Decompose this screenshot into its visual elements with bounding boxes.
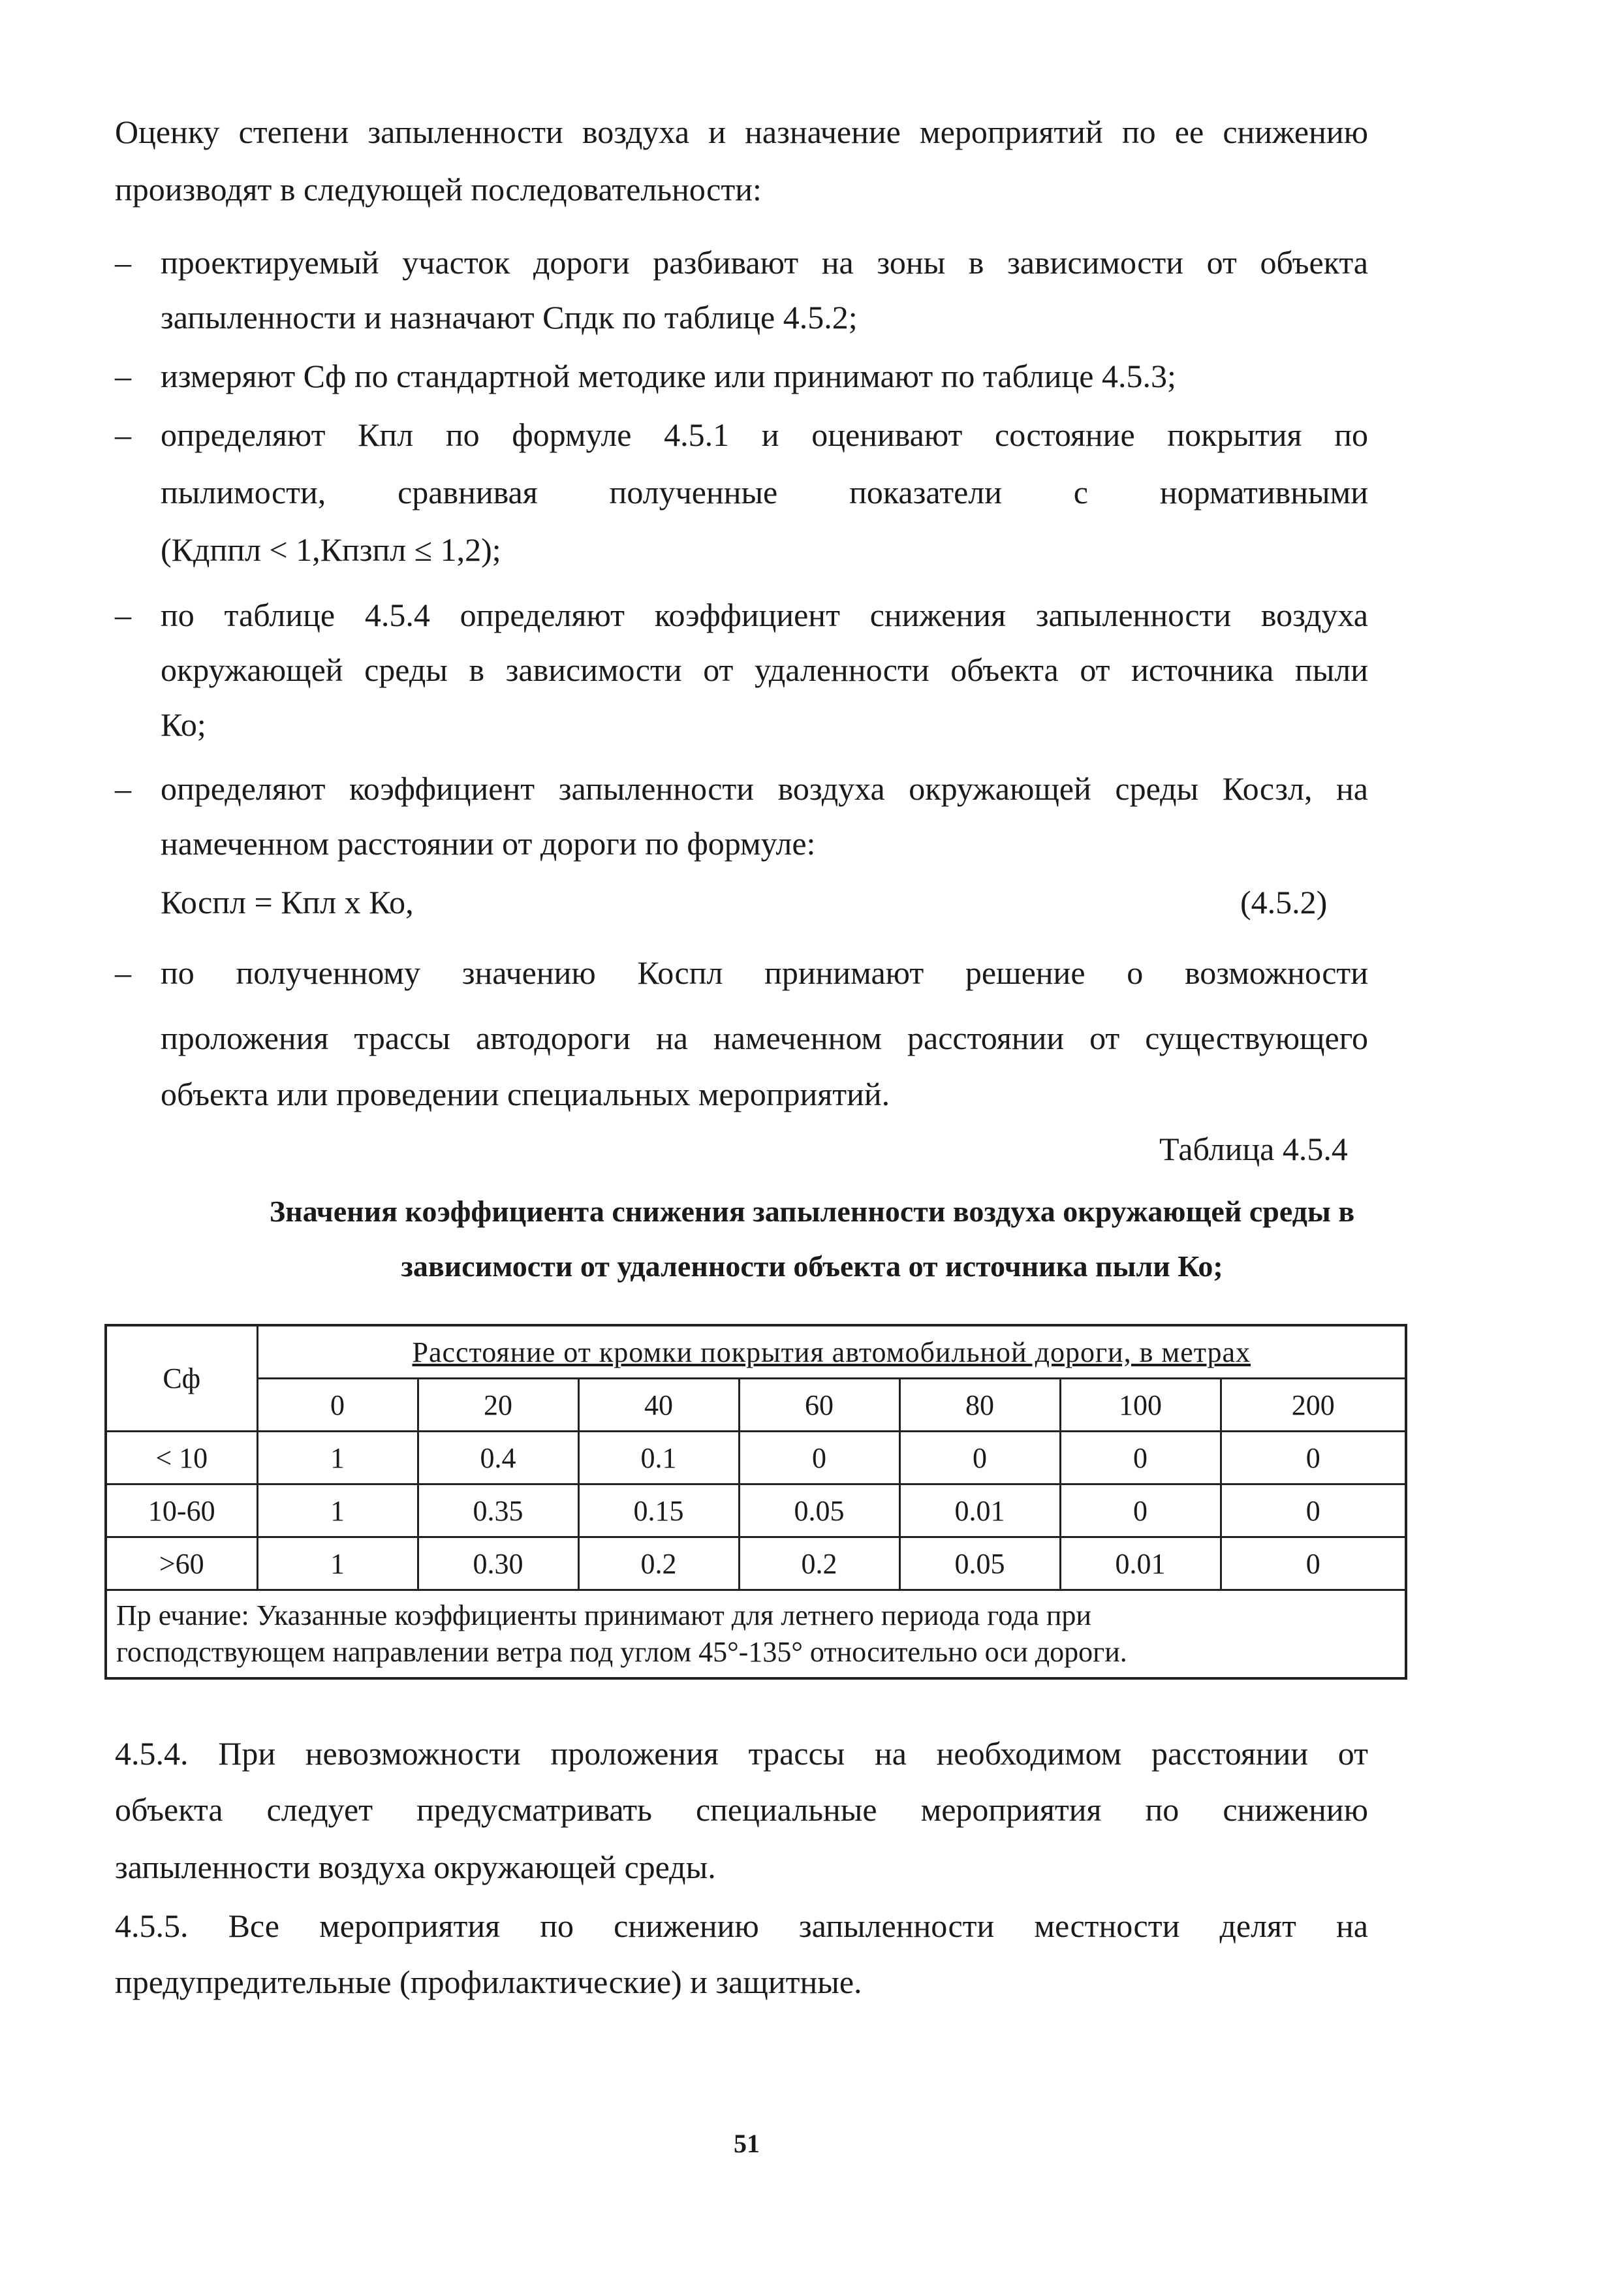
- table-distance-row: [106, 1379, 1406, 1432]
- value-cell: 0.30: [418, 1537, 578, 1590]
- bullet-1-line-1: проектируемый участок дороги разбивают на зоны в зависимости от объекта: [161, 244, 1368, 281]
- bullet-4-line-2: окружающей среды в зависимости от удаленности объекта от источника пыли: [161, 651, 1368, 688]
- bullet-dash: –: [115, 954, 131, 991]
- table-caption-line-2: зависимости от удаленности объекта от источника пыли Ко;: [401, 1249, 1223, 1283]
- intro-line-1: Оценку степени запыленности воздуха и назначение мероприятий по ее снижению: [115, 114, 1368, 150]
- formula: Коспл = Кпл х Ко,: [161, 884, 414, 920]
- value-cell: 0.01: [1060, 1537, 1221, 1590]
- value-cell: 0: [899, 1432, 1060, 1484]
- row-label: 10-60: [106, 1484, 257, 1537]
- coefficient-table: [104, 1324, 1407, 1680]
- value-cell: 0: [739, 1432, 899, 1484]
- value-cell: 1: [257, 1537, 418, 1590]
- table-header-row: [106, 1325, 1406, 1379]
- value-cell: 0: [1221, 1537, 1406, 1590]
- para-455-line-2: предупредительные (профилактические) и защитные.: [115, 1964, 862, 2000]
- bullet-2-line-1: измеряют Сф по стандартной методике или принимают по таблице 4.5.3;: [161, 358, 1176, 394]
- bullet-5-line-2: намеченном расстоянии от дороги по формуле:: [161, 825, 816, 862]
- value-cell: 1: [257, 1484, 418, 1537]
- table-note: [106, 1590, 1406, 1679]
- page-number: 51: [734, 2129, 760, 2158]
- value-cell: 0.2: [578, 1537, 739, 1590]
- row-label: >60: [106, 1537, 257, 1590]
- intro-line-2: производят в следующей последовательности:: [115, 171, 762, 208]
- bullet-dash: –: [115, 358, 131, 394]
- table-row: [106, 1432, 1406, 1484]
- bullet-4-line-3: Ко;: [161, 706, 206, 743]
- value-cell: 0.4: [418, 1432, 578, 1484]
- value-cell: 0.01: [899, 1484, 1060, 1537]
- bullet-3-line-2: пылимости, сравнивая полученные показатели с нормативными: [161, 474, 1368, 510]
- bullet-dash: –: [115, 597, 131, 633]
- table-note-line-2: господствующем направлении ветра под углом 45°-135° относительно оси дороги.: [116, 1636, 1127, 1668]
- value-cell: 0.05: [899, 1537, 1060, 1590]
- distance-cell: 0: [257, 1379, 418, 1432]
- para-454-line-1: 4.5.4. При невозможности проложения трассы на необходимом расстоянии от: [115, 1735, 1368, 1772]
- distance-cell: 100: [1060, 1379, 1221, 1432]
- bullet-3-line-1: определяют Кпл по формуле 4.5.1 и оценивают состояние покрытия по: [161, 416, 1368, 453]
- bullet-6-line-2: проложения трассы автодороги на намеченном расстоянии от существующего: [161, 1020, 1368, 1056]
- value-cell: 0.35: [418, 1484, 578, 1537]
- value-cell: 0: [1060, 1484, 1221, 1537]
- value-cell: 1: [257, 1432, 418, 1484]
- bullet-dash: –: [115, 416, 131, 453]
- table-row: [106, 1484, 1406, 1537]
- value-cell: 0.15: [578, 1484, 739, 1537]
- value-cell: 0: [1060, 1432, 1221, 1484]
- table-note-line-1: Пр ечание: Указанные коэффициенты принимают для летнего периода года при: [116, 1599, 1091, 1631]
- row-label: < 10: [106, 1432, 257, 1484]
- distance-cell: 80: [899, 1379, 1060, 1432]
- value-cell: 0.05: [739, 1484, 899, 1537]
- distance-cell: 40: [578, 1379, 739, 1432]
- distance-cell: 60: [739, 1379, 899, 1432]
- value-cell: 0.1: [578, 1432, 739, 1484]
- bullet-3-line-3: (Кдппл < 1,Кпзпл ≤ 1,2);: [161, 531, 501, 568]
- distance-cell: 20: [418, 1379, 578, 1432]
- bullet-4-line-1: по таблице 4.5.4 определяют коэффициент снижения запыленности воздуха: [161, 597, 1368, 633]
- para-455-line-1: 4.5.5. Все мероприятия по снижению запыленности местности делят на: [115, 1907, 1368, 1944]
- para-454-line-3: запыленности воздуха окружающей среды.: [115, 1849, 716, 1885]
- value-cell: 0.2: [739, 1537, 899, 1590]
- table-row: [106, 1537, 1406, 1590]
- header-distance: Расстояние от кромки покрытия автомобильной дороги, в метрах: [257, 1325, 1406, 1379]
- table-note-row: [106, 1590, 1406, 1679]
- value-cell: 0: [1221, 1432, 1406, 1484]
- para-454-line-2: объекта следует предусматривать специальные мероприятия по снижению: [115, 1791, 1368, 1828]
- bullet-dash: –: [115, 770, 131, 807]
- formula-number: (4.5.2): [1240, 884, 1328, 920]
- bullet-dash: –: [115, 244, 131, 281]
- table-label: Таблица 4.5.4: [1159, 1131, 1348, 1167]
- bullet-6-line-3: объекта или проведении специальных мероприятий.: [161, 1076, 890, 1112]
- header-sf: Сф: [106, 1325, 257, 1432]
- bullet-5-line-1: определяют коэффициент запыленности воздуха окружающей среды Косзл, на: [161, 770, 1368, 807]
- bullet-6-line-1: по полученному значению Коспл принимают решение о возможности: [161, 954, 1368, 991]
- bullet-1-line-2: запыленности и назначают Cпдк по таблице 4.5.2;: [161, 299, 858, 336]
- table-caption-line-1: Значения коэффициента снижения запыленности воздуха окружающей среды в: [269, 1195, 1355, 1228]
- value-cell: 0: [1221, 1484, 1406, 1537]
- distance-cell: 200: [1221, 1379, 1406, 1432]
